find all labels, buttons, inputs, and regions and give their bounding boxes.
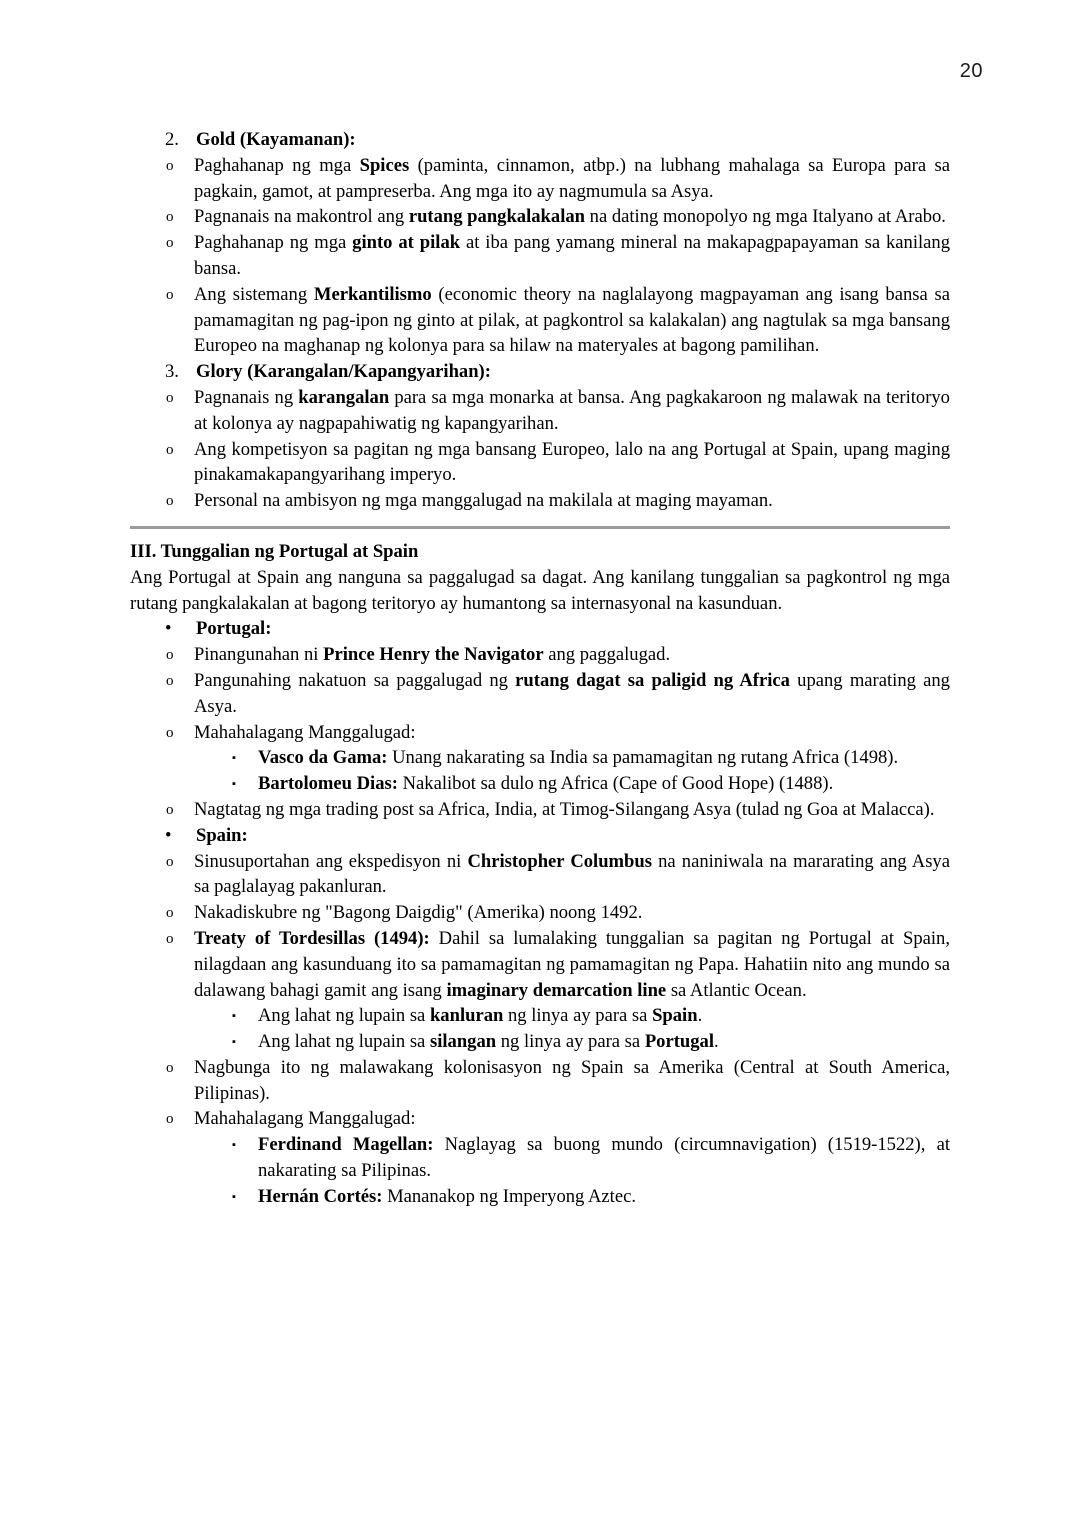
list-item-text (194, 668, 950, 720)
text-run: Paghahanap ng mga (194, 154, 360, 176)
list-portugal (130, 616, 950, 642)
text-bold: karangalan (298, 386, 390, 408)
section-intro-tunggalian: Ang Portugal at Spain ang nanguna sa paggalugad sa dagat. Ang kanilang tunggalian sa pagkontrol ng mga rutang pangkalakalan at bagong teritoryo ay humantong sa internasyonal na kasunduan. (130, 566, 950, 614)
list-gold-items (130, 153, 950, 359)
list-item-text (194, 230, 950, 282)
list-item-text (194, 204, 950, 230)
text-run: (paminta, cinnamon, atbp.) na lubhang mahalaga sa Europa para sa pagkain, gamot, at pampreserba. Ang mga ito ay nagmumula sa Asya. (194, 154, 950, 202)
list-marker-circle: o (166, 1059, 174, 1076)
list-marker-number: 3. (165, 361, 179, 383)
text-bold: Treaty of Tordesillas (1494): (194, 927, 430, 949)
list-portugal-items (130, 642, 950, 823)
list-spain-items (130, 849, 950, 1210)
list-item (130, 1106, 950, 1209)
list-marker-number: 2. (165, 129, 179, 150)
section-heading-tunggalian: III. Tunggalian ng Portugal at Spain (130, 540, 419, 562)
list-item-text (258, 1003, 950, 1029)
list-item (130, 900, 950, 926)
list-glory (130, 359, 950, 385)
text-bold: Hernán Cortés: (258, 1185, 383, 1207)
list-item (130, 849, 950, 901)
text-bold: ginto at pilak (352, 232, 461, 254)
text-run: Ang lahat ng lupain sa (258, 1031, 430, 1053)
list-marker-square: ▪ (232, 778, 236, 791)
section-divider (130, 526, 950, 529)
text-run: Unang nakarating sa India sa pamamagitan ng rutang Africa (1498). (387, 747, 899, 769)
list-item (194, 1184, 950, 1210)
list-item-text (194, 153, 950, 205)
list-marker-square: ▪ (232, 1010, 236, 1023)
text-run: Sinusuportahan ang ekspedisyon ni (194, 850, 468, 872)
list-marker-circle: o (166, 235, 174, 252)
text-run: ng linya ay para sa (496, 1031, 645, 1053)
text-run: sa Atlantic Ocean. (666, 979, 807, 1001)
list-item (130, 282, 950, 359)
text-run: Dahil sa lumalaking tunggalian sa pagitan ng Portugal at Spain, nilagdaan ang kasunduang ito sa pamamagitan ng pamamagitan ng Papa. Hahatiin nito ang mundo sa dalawang bahagi gamit ang isang (194, 927, 950, 1001)
list-item-text (194, 849, 950, 901)
list-marker-circle: o (166, 672, 174, 689)
text-bold: rutang pangkalakalan (408, 206, 585, 228)
list-item (130, 668, 950, 720)
text-bold: Merkantilismo (313, 283, 432, 305)
text-bold: Christopher Columbus (467, 850, 652, 872)
text-run: Paghahanap ng mga (194, 232, 353, 254)
list-spain (130, 823, 950, 849)
list-item-glory-heading (130, 359, 950, 385)
list-item (194, 1132, 950, 1184)
text-run: para sa mga monarka at bansa. Ang pagkakaroon ng malawak na teritoryo at kolonya ay nagpapahiwatig ng kapangyarihan. (194, 386, 950, 434)
list-marker-bullet: • (165, 824, 172, 846)
list-item (130, 797, 950, 823)
text-run: . (714, 1031, 719, 1053)
text-run: at iba pang yamang mineral na makapagpapayaman sa kanilang bansa. (194, 232, 950, 279)
text-bold: kanluran (429, 1005, 504, 1027)
list-item-text: Nagbunga ito ng malawakang kolonisasyon ng Spain sa Amerika (Central at South America, Pilipinas). (194, 1056, 950, 1104)
spain-label: Spain: (196, 824, 248, 846)
text-bold: Portugal (644, 1031, 715, 1053)
list-marker-circle: o (166, 905, 174, 922)
text-bold: Vasco da Gama: (258, 747, 388, 769)
list-marker-circle: o (166, 493, 174, 510)
page-number: 20 (959, 60, 983, 82)
text-run: Pinangunahan ni (194, 644, 324, 666)
text-run: Naglayag sa buong mundo (circumnavigation) (1519-1522), at nakarating sa Pilipinas. (258, 1134, 950, 1182)
document-content (130, 127, 950, 1210)
text-run: na naniniwala na mararating ang Asya sa paglalayag pakanluran. (194, 850, 950, 898)
list-item-text (258, 1184, 950, 1210)
list-item-text: Personal na ambisyon ng mga manggalugad na makilala at maging mayaman. (194, 490, 773, 512)
list-marker-circle: o (166, 1111, 174, 1128)
list-item (130, 204, 950, 230)
list-item (130, 488, 950, 514)
list-item (194, 771, 950, 797)
text-bold: silangan (429, 1031, 497, 1053)
list-item-text: Nakadiskubre ng "Bagong Daigdig" (Amerika) noong 1492. (194, 902, 643, 924)
text-bold: Spices (359, 154, 410, 176)
text-run: Ang sistemang (194, 283, 314, 305)
list-item-text: Mahahalagang Manggalugad: (194, 1108, 416, 1130)
list-item-text: Mahahalagang Manggalugad: (194, 721, 416, 743)
text-run: Ang lahat ng lupain sa (258, 1005, 430, 1027)
list-item (130, 385, 950, 437)
list-marker-square: ▪ (232, 1190, 236, 1203)
text-run: . (697, 1005, 703, 1027)
text-run: upang marating ang Asya. (194, 669, 950, 717)
list-marker-square: ▪ (232, 1139, 236, 1152)
list-item (130, 153, 950, 205)
list-item (130, 1055, 950, 1107)
text-run: ang paggalugad. (543, 644, 671, 666)
text-bold: Spain (652, 1005, 698, 1027)
list-item-text (258, 1029, 950, 1055)
list-item (130, 437, 950, 489)
text-bold: Bartolomeu Dias: (258, 773, 398, 795)
gold-heading: Gold (Kayamanan): (196, 129, 356, 150)
text-run: na dating monopolyo ng mga Italyano at Arabo. (585, 206, 946, 228)
list-marker-square: ▪ (232, 1036, 236, 1049)
list-item-text: Nagtatag ng mga trading post sa Africa, India, at Timog-Silangang Asya (tulad ng Goa at Malacca). (194, 798, 935, 820)
list-marker-circle: o (166, 157, 174, 174)
portugal-label: Portugal: (196, 618, 272, 640)
text-run: Nakalibot sa dulo ng Africa (Cape of Good Hope) (1488). (397, 773, 834, 795)
list-glory-items (130, 385, 950, 514)
text-bold: Ferdinand Magellan: (258, 1134, 434, 1156)
list-marker-circle: o (166, 853, 174, 870)
list-item-gold-heading (130, 127, 950, 153)
list-gold (130, 127, 950, 153)
list-marker-circle: o (166, 801, 174, 818)
list-item (130, 230, 950, 282)
list-item (194, 745, 950, 771)
list-item (194, 1003, 950, 1029)
list-demarcation-rules (194, 1003, 950, 1055)
glory-heading: Glory (Karangalan/Kapangyarihan): (196, 361, 491, 383)
list-marker-circle: o (166, 286, 174, 303)
list-item (130, 642, 950, 668)
list-item-text (194, 926, 950, 1003)
list-item-text (194, 385, 950, 437)
list-marker-circle: o (166, 209, 174, 226)
list-item-text (258, 1132, 950, 1184)
list-marker-bullet: • (165, 618, 172, 640)
list-marker-square: ▪ (232, 752, 236, 765)
text-run: Pagnanais ng (194, 386, 299, 408)
list-marker-circle: o (166, 647, 174, 664)
list-item-text (258, 745, 950, 771)
list-item-portugal-heading (130, 616, 950, 642)
list-item-text (258, 771, 950, 797)
list-marker-circle: o (166, 389, 174, 406)
text-run: (economic theory na naglalayong magpayaman ang isang bansa sa pamamagitan ng pag-ipon ng ginto at pilak, at pagkontrol sa kalakalan) ang nagtulak sa mga bansang Europeo na maghanap ng kolonya para sa hilaw na materyales at bagong pamilihan. (194, 283, 950, 357)
list-marker-circle: o (166, 724, 174, 741)
list-marker-circle: o (166, 441, 174, 458)
text-bold: Prince Henry the Navigator (323, 644, 544, 666)
text-run: Pangunahing nakatuon sa paggalugad ng (194, 669, 516, 691)
text-bold: rutang dagat sa paligid ng Africa (515, 669, 790, 691)
list-item (130, 720, 950, 797)
text-run: Pagnanais na makontrol ang (194, 206, 409, 228)
list-item (194, 1029, 950, 1055)
list-item-text: Ang kompetisyon sa pagitan ng mga bansang Europeo, lalo na ang Portugal at Spain, upang maging pinakamakapangyarihang imperyo. (194, 438, 950, 486)
list-item-treaty (130, 926, 950, 1055)
list-portugal-explorers (194, 745, 950, 797)
list-item-spain-heading (130, 823, 950, 849)
text-run: Mananakop ng Imperyong Aztec. (382, 1185, 636, 1207)
list-spain-explorers (194, 1132, 950, 1209)
text-bold: imaginary demarcation line (446, 979, 667, 1001)
list-item-text (194, 282, 950, 359)
list-marker-circle: o (166, 930, 174, 947)
text-run: ng linya ay para sa (503, 1005, 653, 1027)
list-item-text (194, 642, 950, 668)
